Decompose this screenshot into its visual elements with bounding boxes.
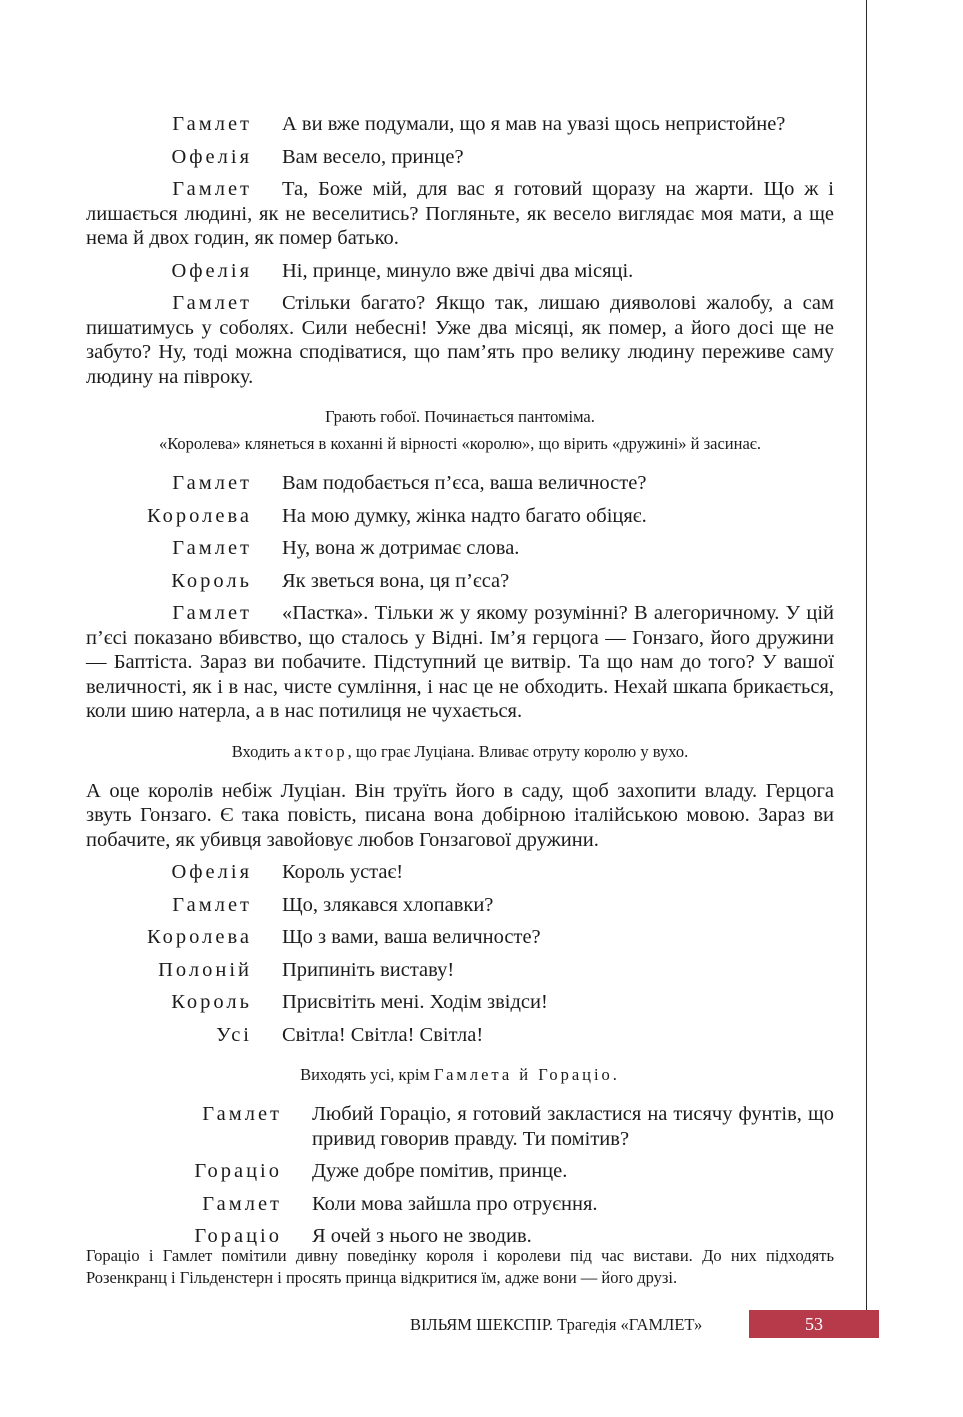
- stage-text: Виходять усі, крім: [300, 1065, 434, 1084]
- stage-text: , що грає Луціана. Вливає отруту королю у вухо.: [347, 741, 689, 761]
- stage-direction: Грають гобої. Починається пантоміма.: [325, 407, 595, 426]
- dialogue-text: Та, Боже мій, для вас я готовий щоразу на жарти. Що ж і лишається людині, як не веселитись? Погляньте, як весело виглядає моя мати, а ще нема й двох годин, як помер батько.: [86, 178, 834, 249]
- dialogue-text: Любий Горацiо, я готовий закластися на тисячу фунтів, що привид говорив правду. Ти помітив?: [312, 1103, 834, 1150]
- speaker-name: Королева: [147, 504, 252, 527]
- dialogue-text: Стільки багато? Якщо так, лишаю дияволові жалобу, а сам пишатимусь у соболях. Сили небесні! Уже два місяці, як помер, а його досі ще не забуто? Ну, тоді можна сподіватися, що пам’ять про велику людину переживе саму людину на півроку.: [86, 292, 834, 388]
- dialogue-text: На мою думку, жінка надто багато обіцяє.: [282, 504, 647, 527]
- dialogue-text: Світла! Світла! Світла!: [282, 1023, 484, 1046]
- dialogue-line: [86, 259, 834, 284]
- speaker-name: Гамлет: [172, 602, 252, 624]
- dialogue-line: [86, 177, 834, 251]
- stage-direction: «Королева» клянеться в коханні й вірності «королю», що вірить «дружині» й засинає.: [159, 434, 761, 453]
- speaker-name: Гамлет: [202, 1103, 282, 1125]
- speaker-name: Гамлет: [172, 292, 252, 314]
- speaker-name: Офелія: [171, 259, 252, 282]
- dialogue-line: [86, 601, 834, 724]
- speaker-name: Гамлет: [202, 1192, 282, 1215]
- dialogue-line: [86, 112, 834, 137]
- speaker-name: Гамлет: [172, 472, 252, 494]
- stage-emphasis: актор: [294, 741, 348, 761]
- stage-emphasis: Гамлета й Горацiо.: [433, 1065, 620, 1084]
- dialogue-text: Ну, вона ж дотримає слова.: [282, 537, 520, 559]
- dialogue-line: [86, 958, 834, 983]
- stage-text: Входить: [231, 741, 295, 761]
- dialogue-text: Ні, принце, минуло вже двічі два місяці.: [282, 259, 634, 282]
- page-number: 53: [805, 1314, 823, 1334]
- speaker-name: Офелія: [171, 145, 252, 168]
- speaker-name: Гамлет: [172, 893, 252, 916]
- speaker-name: Гамлет: [172, 178, 252, 200]
- dialogue-text: Коли мова зайшла про отруєння.: [312, 1192, 598, 1215]
- dialogue-text: Дуже добре помітив, принце.: [312, 1160, 568, 1182]
- dialogue-line: [86, 145, 834, 170]
- dialogue-line: [86, 569, 834, 594]
- speaker-name: Гамлет: [172, 537, 252, 559]
- speaker-name: Гамлет: [172, 113, 252, 135]
- stage-direction: [86, 738, 834, 765]
- page-number-badge: [749, 1310, 879, 1338]
- dialogue-line: [86, 291, 834, 389]
- dialogue-text: Король устає!: [282, 861, 404, 883]
- dialogue-line: [86, 925, 834, 950]
- dialogue-line: [86, 471, 834, 496]
- speaker-name: Король: [171, 569, 252, 592]
- dialogue-line: [86, 1102, 834, 1151]
- running-footer: ВІЛЬЯМ ШЕКСПІР. Трагедія «ГАМЛЕТ»: [410, 1315, 703, 1334]
- dialogue-text: Як зветься вона, ця п’єса?: [282, 569, 510, 592]
- speaker-name: Король: [171, 991, 252, 1013]
- dialogue-text: Я очей з нього не зводив.: [312, 1225, 532, 1247]
- dialogue-paragraph: А оце королів небіж Луціан. Він труїть його в саду, щоб захопити владу. Герцога звуть Гонзаго. Є така повість, писана вона добірною італійською мовою. Зараз ви побачите, як убивця завойовує любов Гонзагової дружини.: [86, 779, 834, 851]
- speaker-name: Усі: [216, 1023, 252, 1046]
- dialogue-line: [86, 1159, 834, 1184]
- dialogue-column: [86, 112, 834, 1249]
- dialogue-text: «Пастка». Тільки ж у якому розумінні? В алегоричному. У цій п’єсі показано вбивство, що сталось у Відні. Ім’я герцога — Гонзаго, його дружини — Баптіста. Зараз ви побачите. Підступний це витвір. Та що нам до того? У вашої величності, як і в нас, чисте сумління, і нас це не обходить. Нехай шкапа брикається, коли шию натерла, а в нас потилиця не чухається.: [86, 602, 834, 722]
- dialogue-text: Що, злякався хлопавки?: [282, 893, 494, 916]
- chapter-summary: Горацiо і Гамлет помітили дивну поведінку короля і королеви під час вистави. До них підходять Розенкранц і Гільденстерн і просять принца відкритися їм, адже вони — його друзі.: [86, 1246, 834, 1287]
- speaker-name: Горацiо: [194, 1160, 282, 1182]
- speaker-name: Горацiо: [194, 1225, 282, 1247]
- dialogue-text: Присвітіть мені. Ходім звідси!: [282, 991, 548, 1013]
- vertical-rule: [866, 0, 867, 1320]
- dialogue-text: Що з вами, ваша величносте?: [282, 926, 541, 948]
- speaker-name: Офелія: [171, 861, 252, 883]
- speaker-name: Полоній: [158, 958, 252, 981]
- dialogue-text: А ви вже подумали, що я мав на увазі щось непристойне?: [282, 113, 786, 135]
- dialogue-line: [86, 860, 834, 885]
- dialogue-line: [86, 893, 834, 918]
- dialogue-line: [86, 990, 834, 1015]
- dialogue-line: [86, 1023, 834, 1048]
- speaker-name: Королева: [147, 926, 252, 948]
- stage-direction: [86, 1061, 834, 1088]
- dialogue-text: Вам подобається п’єса, ваша величносте?: [282, 472, 647, 494]
- dialogue-line: [86, 536, 834, 561]
- dialogue-text: Припиніть виставу!: [282, 958, 455, 981]
- dialogue-line: [86, 504, 834, 529]
- dialogue-text: Вам весело, принце?: [282, 145, 464, 168]
- dialogue-line: [86, 1192, 834, 1217]
